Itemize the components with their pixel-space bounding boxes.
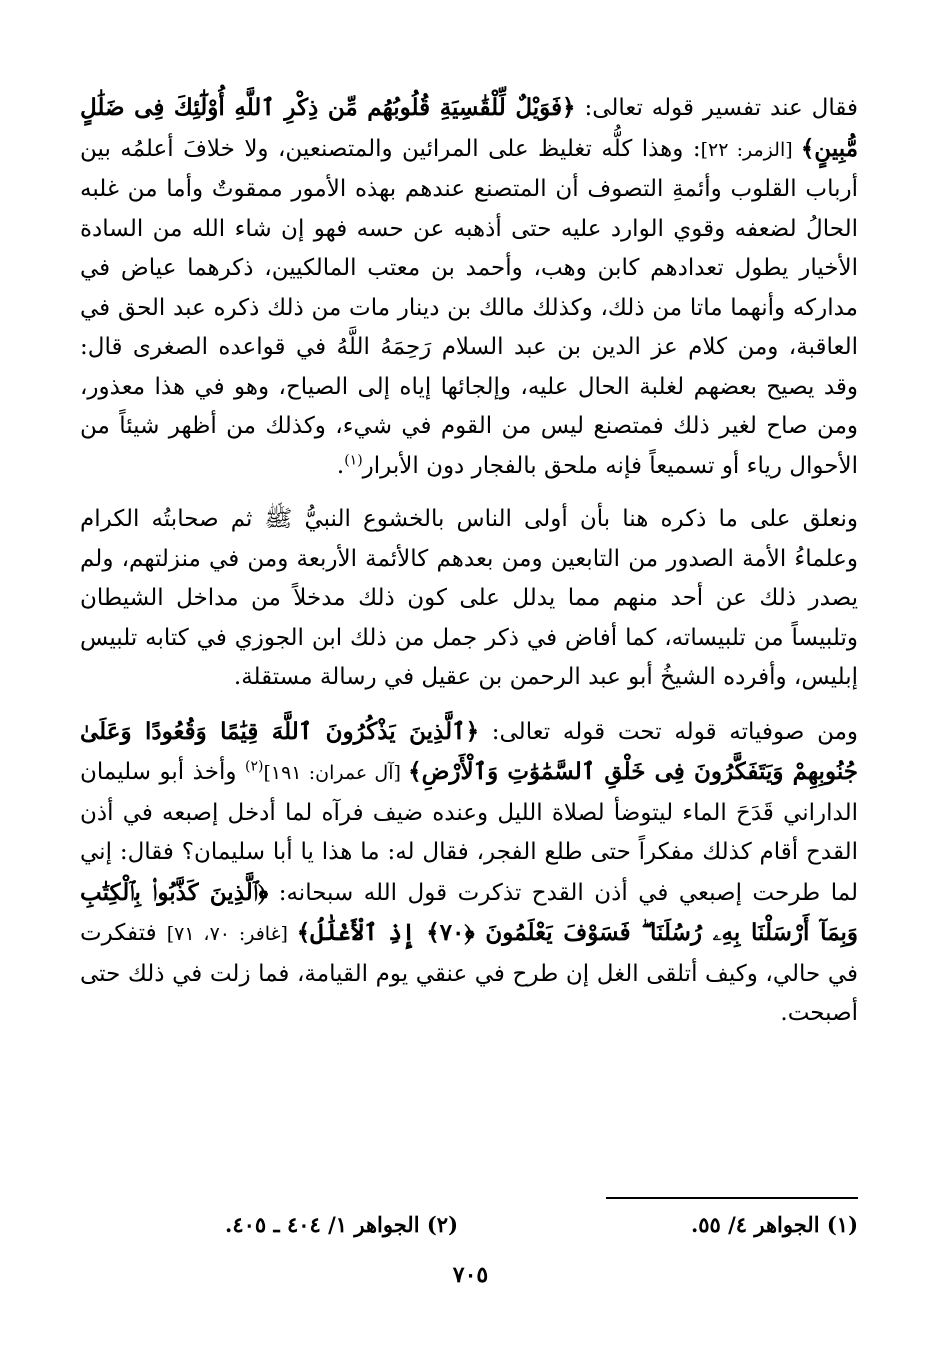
footnote-separator [606,1197,858,1199]
body-text: . [336,452,345,479]
verse-reference: [الزمر: ٢٢] [700,138,801,161]
body-text: وأخذ أبو سليمان الداراني قَدَحَ الماء ليتوضأ لصلاة الليل وعنده ضيف فرآه لما أدخل إصبعه في أذن القدح أقام كذلك مفكراً حتى طلع الفجر، فقال له: ما هذا يا أبا سليمان؟ فقال: إني لما طرحت إصبعي في أذن القدح تذكرت قول الله سبحانه: [80,759,859,906]
footnote-2: (٢) الجواهر ١/ ٤٠٤ ـ ٤٠٥. [225,1212,458,1237]
quran-verse: ﴿ٱلَّذِينَ كَذَّبُوا۟ بِٱلْكِتَٰبِ وَبِمَآ أَرْسَلْنَا بِهِۦ رُسُلَنَا ۖ فَسَوْفَ يَعْلَمُونَ ﴿٧٠﴾ إِذِ ٱلْأَغْلَٰلُ﴾ [80,878,858,946]
body-text: ونعلق على ما ذكره هنا بأن أولى الناس بالخشوع النبيُّ ﷺ ثم صحابتُه الكرام وعلماءُ الأمة الصدور من التابعين ومن بعدهم كالأئمة الأربعة ومن في منزلتهم، ولم يصدر ذلك عن أحد منهم مما يدلل على كون ذلك مدخلاً من مداخل الشيطان وتلبيساً من تلبيساته، كما أفاض في ذكر جمل من ذلك ابن الجوزي في كتابه تلبيس إبليس، وأفرده الشيخُ أبو عبد الرحمن بن عقيل في رسالة مستقلة. [80,506,858,690]
footnote-marker: (٢) [244,758,264,775]
footnote-1: (١) الجواهر ٤/ ٥٥. [690,1212,858,1237]
body-text: ومن صوفياته قوله تحت قوله تعالى: [479,718,858,745]
body-text: فقال عند تفسير قوله تعالى: [575,95,858,121]
page-body [80,88,858,1328]
page-number: ٧٠٥ [452,1262,489,1288]
verse-reference: [آل عمران: ١٩١] [263,762,409,784]
body-text: فتفكرت في حالي، وكيف أتلقى الغل إن طرح في عنقي يوم القيامة، فما زلت في ذلك حتى أصبحت. [80,920,858,1026]
paragraph-3 [80,712,858,1034]
quran-verse: ﴿فَوَيْلٌ لِّلْقَٰسِيَةِ قُلُوبُهُم مِّن ذِكْرِ ٱللَّهِ أُوْلَٰٓئِكَ فِى ضَلَٰلٍ مُّبِينٍ﴾ [80,94,859,162]
footnotes [80,1212,858,1246]
verse-reference: [غافر: ٧٠، ٧١] [166,923,297,945]
footnote-marker: (١) [344,451,363,468]
paragraph-2 [80,500,858,698]
body-text: : وهذا كلُّه تغليظ على المرائين والمتصنعين، ولا خلافَ أعلمُه بين أرباب القلوب وأئمةِ التصوف أن المتصنع عندهم بهذه الأمور ممقوتٌ وأما من غلبه الحالُ لضعفه وقوي الوارد عليه حتى أذهبه عن حسه فهو إن شاء الله من السادة الأخيار يطول تعدادهم كابن وهب، وأحمد بن معتب المالكيين، ذكرهما عياض في مداركه وأنهما ماتا من ذلك، وكذلك مالك بن دينار مات من ذلك ذكره عبد الحق في العاقبة، ومن كلام عز الدين بن عبد السلام رَحِمَهُ اللَّهُ في قواعده الصغرى قال: وقد يصيح بعضهم لغلبة الحال عليه، وإلجائها إياه إلى الصياح، وهو في هذا معذور، ومن صاح لغير ذلك فمتصنع ليس من القوم في شيء، وكذلك من أظهر شيئاً من الأحوال رياء أو تسميعاً فإنه ملحق بالفجار دون الأبرار [80,135,858,479]
quran-verse: ﴿ٱلَّذِينَ يَذْكُرُونَ ٱللَّهَ قِيَٰمًا وَقُعُودًا وَعَلَىٰ جُنُوبِهِمْ وَيَتَفَكَّرُونَ فِى خَلْقِ ٱلسَّمَٰوَٰتِ وَٱلْأَرْضِ﴾ [80,717,858,785]
paragraph-1 [80,88,858,486]
